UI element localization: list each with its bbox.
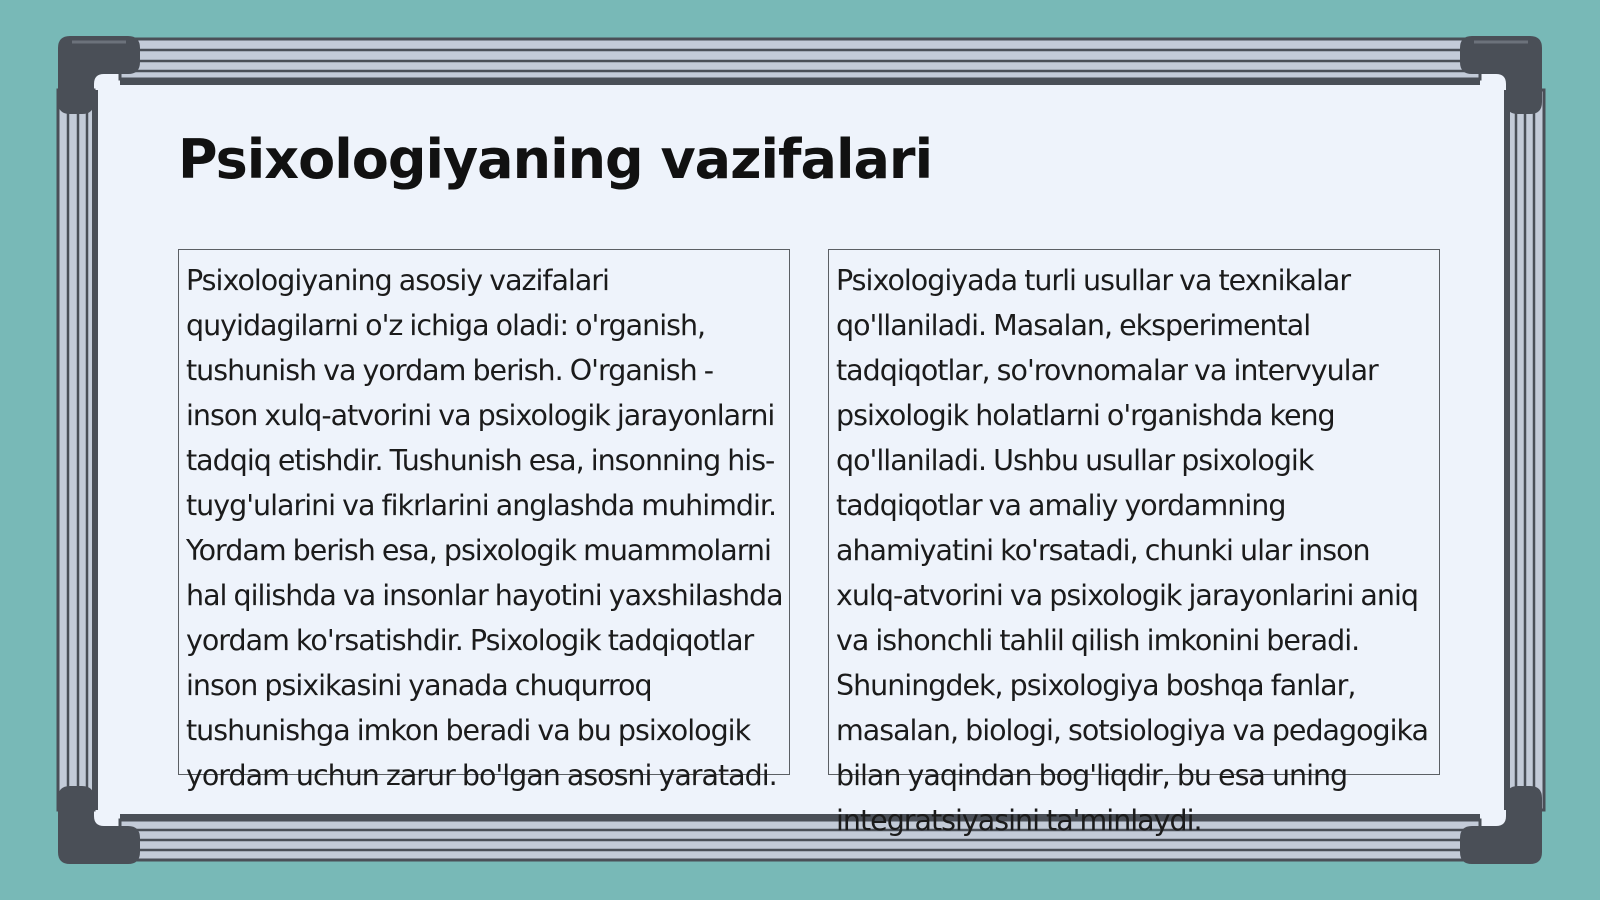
right-paragraph: Psixologiyada turli usullar va texnikalar qo'llaniladi. Masalan, eksperimental tadqiqotlar, so'rovnomalar va intervyular psixologik holatlarni o'rganishda keng qo'llaniladi. Ushbu usullar psixologik tadqiqotlar va amaliy yordamning ahamiyatini ko'rsatadi, chunki ular inson xulq-atvorini va psixologik jarayonlarini aniq va ishonchli tahlil qilish imkonini beradi. Shuningdek, psixologiya boshqa fanlar, masalan, biologi, sotsiologiya va pedagogika bilan yaqindan bog'liqdir, bu esa uning integratsiyasini ta'minlaydi. [836, 264, 1429, 837]
top-rail [120, 39, 1480, 85]
slide-title: Psixologiyaning vazifalari [178, 128, 933, 191]
right-text-box [828, 249, 1440, 837]
left-rail [58, 90, 98, 810]
left-text-box [178, 249, 790, 792]
right-rail [1504, 90, 1544, 810]
left-paragraph: Psixologiyaning asosiy vazifalari quyidagilarni o'z ichiga oladi: o'rganish, tushunish va yordam berish. O'rganish - inson xulq-atvorini va psixologik jarayonlarni tadqiq etishdir. Tushunish esa, insonning his-tuyg'ularini va fikrlarini anglashda muhimdir. Yordam berish esa, psixologik muammolarni hal qilishda va insonlar hayotini yaxshilashda yordam ko'rsatishdir. Psixologik tadqiqotlar inson psixikasini yanada chuqurroq tushunishga imkon beradi va bu psixologik yordam uchun zarur bo'lgan asosni yaratadi. [186, 264, 783, 792]
